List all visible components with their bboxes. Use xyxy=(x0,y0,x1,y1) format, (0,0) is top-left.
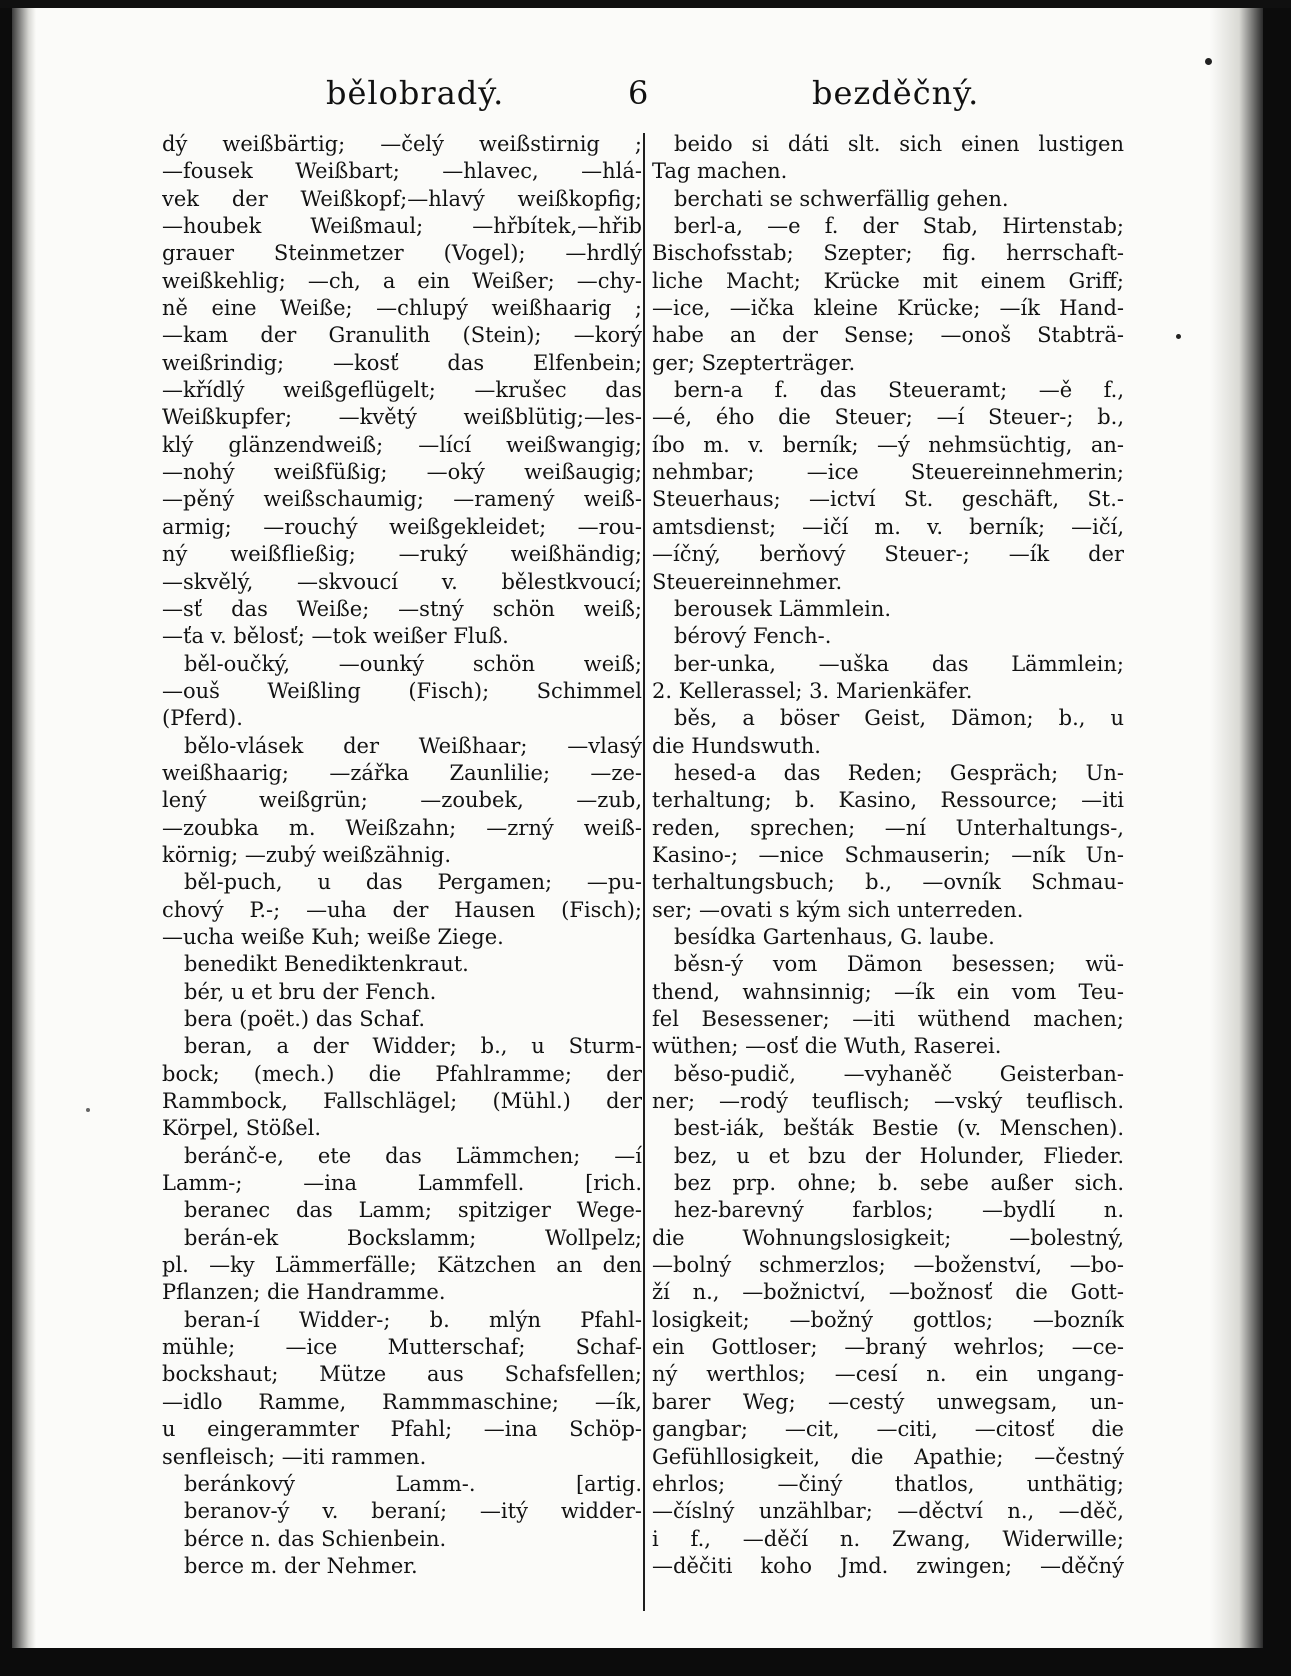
dictionary-line: die Hundswuth. xyxy=(652,733,821,758)
dictionary-line: bérový Fench-. xyxy=(674,624,832,649)
scan-speck xyxy=(1176,334,1181,339)
dictionary-line: berce m. der Nehmer. xyxy=(184,1553,418,1578)
dictionary-line: berousek Lämmlein. xyxy=(674,596,892,621)
dictionary-line: Weißkupfer; —květý weißblütig;—les- xyxy=(162,405,642,430)
dictionary-line: hesed-a das Reden; Gespräch; Un- xyxy=(674,760,1124,785)
dictionary-line: die Wohnungslosigkeit; —bolestný, xyxy=(652,1225,1124,1250)
dictionary-line: íbo m. v. berník; —ý nehmsüchtig, an- xyxy=(652,432,1124,457)
dictionary-line: reden, sprechen; —ní Unterhaltungs-, xyxy=(652,815,1124,840)
dictionary-line: weißhaarig; —zářka Zaunlilie; —ze- xyxy=(162,760,642,785)
dictionary-line: ehrlos; —činý thatlos, unthätig; xyxy=(652,1471,1124,1496)
dictionary-line: dý weißbärtig; —čelý weißstirnig ; xyxy=(162,132,642,156)
dictionary-line: —íčný, berňový Steuer-; —ík der xyxy=(652,542,1124,567)
dictionary-line: beranec das Lamm; spitziger Wege- xyxy=(184,1198,642,1223)
header-first-entry: bělobradý. xyxy=(326,74,505,112)
dictionary-line: beránč-e, ete das Lämmchen; —í xyxy=(184,1143,642,1168)
dictionary-line: grauer Steinmetzer (Vogel); —hrdlý xyxy=(162,241,642,266)
dictionary-line: —děčiti koho Jmd. zwingen; —děčný xyxy=(652,1553,1124,1578)
dictionary-line: Lamm-; —ina Lammfell. [rich. xyxy=(162,1171,642,1196)
scan-speck xyxy=(86,1108,90,1112)
dictionary-line: wüthen; —osť die Wuth, Raserei. xyxy=(652,1034,1002,1059)
dictionary-line: —nohý weißfüßig; —oký weißaugig; xyxy=(162,460,642,485)
dictionary-line: beránkový Lamm-. [artig. xyxy=(184,1471,642,1496)
dictionary-line: beran, a der Widder; b., u Sturm- xyxy=(184,1034,642,1059)
dictionary-line: bockshaut; Mütze aus Schafsfellen; xyxy=(162,1362,642,1387)
scan-border-top xyxy=(0,0,1291,8)
scan-border-right xyxy=(1263,0,1291,1676)
dictionary-line: bez prp. ohne; b. sebe außer sich. xyxy=(674,1171,1124,1196)
dictionary-line: berán-ek Bockslamm; Wollpelz; xyxy=(184,1225,642,1250)
dictionary-line: —skvělý, —skvoucí v. bělestkvoucí; xyxy=(162,569,642,594)
dictionary-line: běl-puch, u das Pergamen; —pu- xyxy=(184,870,642,895)
dictionary-line: i f., —děčí n. Zwang, Widerwille; xyxy=(652,1526,1124,1551)
dictionary-line: —idlo Ramme, Rammmaschine; —ík, xyxy=(162,1389,642,1414)
dictionary-line: vek der Weißkopf;—hlavý weißkopfig; xyxy=(162,186,642,211)
dictionary-line: beran-í Widder-; b. mlýn Pfahl- xyxy=(184,1307,642,1332)
dictionary-line: Kasino-; —nice Schmauserin; —ník Un- xyxy=(652,842,1124,867)
dictionary-line: —ucha weiße Kuh; weiße Ziege. xyxy=(162,924,504,949)
dictionary-line: —číslný unzählbar; —děctví n., —děč, xyxy=(652,1499,1124,1524)
dictionary-line: Pflanzen; die Handramme. xyxy=(162,1280,446,1305)
dictionary-line: běso-pudič, —vyhaněč Geisterban- xyxy=(674,1061,1124,1086)
dictionary-line: terhaltungsbuch; b., —ovník Schmau- xyxy=(652,870,1124,895)
column-divider xyxy=(643,133,645,1611)
dictionary-line: nehmbar; —ice Steuereinnehmerin; xyxy=(652,460,1124,485)
dictionary-line: losigkeit; —božný gottlos; —bozník xyxy=(652,1307,1124,1332)
dictionary-line: berl-a, —e f. der Stab, Hirtenstab; xyxy=(674,214,1124,239)
dictionary-line: —fousek Weißbart; —hlavec, —hlá- xyxy=(162,159,642,184)
dictionary-line: beranov-ý v. beraní; —itý widder- xyxy=(184,1499,642,1524)
dictionary-line: bělo-vlásek der Weißhaar; —vlasý xyxy=(184,733,642,758)
dictionary-line: —ťa v. bělosť; —tok weißer Fluß. xyxy=(162,624,509,649)
page-header xyxy=(130,74,1160,124)
dictionary-line: Steuerhaus; —ictví St. geschäft, St.- xyxy=(652,487,1124,512)
dictionary-line: Gefühllosigkeit, die Apathie; —čestný xyxy=(652,1444,1124,1469)
dictionary-line: weißrindig; —kosť das Elfenbein; xyxy=(162,350,642,375)
dictionary-line: Bischofsstab; Szepter; fig. herrschaft- xyxy=(652,241,1124,266)
dictionary-line: liche Macht; Krücke mit einem Griff; xyxy=(652,268,1124,293)
dictionary-line: ný weißfließig; —ruký weißhändig; xyxy=(162,542,642,567)
dictionary-line: ner; —rodý teuflisch; —vský teuflisch. xyxy=(652,1089,1124,1114)
dictionary-line: běs, a böser Geist, Dämon; b., u xyxy=(674,706,1124,731)
dictionary-line: fel Besessener; —iti wüthend machen; xyxy=(652,1007,1124,1031)
scan-border-left xyxy=(0,0,12,1676)
dictionary-line: bez, u et bzu der Holunder, Flieder. xyxy=(674,1143,1124,1168)
dictionary-line: běl-oučký, —ounký schön weiß; xyxy=(184,651,642,676)
scan-speck xyxy=(1205,58,1212,65)
dictionary-line: terhaltung; b. Kasino, Ressource; —iti xyxy=(652,788,1124,813)
dictionary-line: ber-unka, —uška das Lämmlein; xyxy=(674,651,1124,676)
dictionary-line: —pěný weißschaumig; —ramený weiß- xyxy=(162,487,642,512)
dictionary-line: pl. —ky Lämmerfälle; Kätzchen an den xyxy=(162,1253,642,1278)
dictionary-line: —zoubka m. Weißzahn; —zrný weiß- xyxy=(162,815,642,840)
dictionary-line: armig; —rouchý weißgekleidet; —rou- xyxy=(162,514,642,539)
dictionary-line: —houbek Weißmaul; —hřbítek,—hřib xyxy=(162,214,642,239)
dictionary-line: (Pferd). xyxy=(162,706,243,731)
dictionary-line: —é, ého die Steuer; —í Steuer-; b., xyxy=(652,405,1124,430)
dictionary-line: senfleisch; —iti rammen. xyxy=(162,1444,427,1469)
left-column xyxy=(162,131,642,1580)
dictionary-line: lený weißgrün; —zoubek, —zub, xyxy=(162,788,642,813)
dictionary-line: ser; —ovati s kým sich unterreden. xyxy=(652,897,1024,922)
dictionary-line: —sť das Weiße; —stný schön weiß; xyxy=(162,596,642,621)
dictionary-line: ně eine Weiße; —chlupý weißhaarig ; xyxy=(162,296,642,321)
dictionary-line: barer Weg; —cestý unwegsam, un- xyxy=(652,1389,1124,1414)
dictionary-line: gangbar; —cit, —citi, —citosť die xyxy=(652,1417,1124,1442)
dictionary-line: bern-a f. das Steueramt; —ě f., xyxy=(674,378,1124,403)
dictionary-line: amtsdienst; —ičí m. v. berník; —ičí, xyxy=(652,514,1124,539)
dictionary-line: běsn-ý vom Dämon besessen; wü- xyxy=(674,952,1124,977)
dictionary-line: bera (poët.) das Schaf. xyxy=(184,1007,426,1031)
dictionary-line: klý glänzendweiß; —lící weißwangig; xyxy=(162,432,642,457)
dictionary-line: Rammbock, Fallschlägel; (Mühl.) der xyxy=(162,1089,642,1114)
dictionary-line: bérce n. das Schienbein. xyxy=(184,1526,447,1551)
dictionary-line: besídka Gartenhaus, G. laube. xyxy=(674,924,995,949)
dictionary-line: ger; Szepterträger. xyxy=(652,350,856,375)
dictionary-line: mühle; —ice Mutterschaf; Schaf- xyxy=(162,1335,642,1360)
dictionary-line: Steuereinnehmer. xyxy=(652,569,843,594)
dictionary-line: ží n., —božnictví, —božnosť die Gott- xyxy=(652,1280,1124,1305)
dictionary-line: —kam der Granulith (Stein); —korý xyxy=(162,323,642,348)
dictionary-line: ný werthlos; —cesí n. ein ungang- xyxy=(652,1362,1124,1387)
page-shadow-left xyxy=(12,0,36,1676)
dictionary-line: —křídlý weißgeflügelt; —krušec das xyxy=(162,378,642,403)
dictionary-line: berchati se schwerfällig gehen. xyxy=(674,186,1009,211)
dictionary-line: thend, wahnsinnig; —ík ein vom Teu- xyxy=(652,979,1124,1004)
dictionary-line: habe an der Sense; —onoš Stabträ- xyxy=(652,323,1124,348)
dictionary-line: körnig; —zubý weißzähnig. xyxy=(162,842,452,867)
page-shadow-right xyxy=(1210,0,1263,1676)
dictionary-line: u eingerammter Pfahl; —ina Schöp- xyxy=(162,1417,642,1442)
dictionary-line: beido si dáti slt. sich einen lustigen xyxy=(674,132,1124,156)
page-number: 6 xyxy=(628,74,650,112)
dictionary-line: 2. Kellerassel; 3. Marienkäfer. xyxy=(652,678,973,703)
scan-border-bottom xyxy=(0,1648,1291,1676)
dictionary-line: bér, u et bru der Fench. xyxy=(184,979,437,1004)
dictionary-line: —ice, —ička kleine Krücke; —ík Hand- xyxy=(652,296,1124,321)
dictionary-line: benedikt Benediktenkraut. xyxy=(184,952,469,977)
header-last-entry: bezděčný. xyxy=(812,74,980,112)
dictionary-line: Tag machen. xyxy=(652,159,788,184)
right-column xyxy=(652,131,1124,1580)
dictionary-line: weißkehlig; —ch, a ein Weißer; —chy- xyxy=(162,268,642,293)
dictionary-line: chový P.-; —uha der Hausen (Fisch); xyxy=(162,897,642,922)
dictionary-line: —ouš Weißling (Fisch); Schimmel xyxy=(162,678,642,703)
dictionary-line: —bolný schmerzlos; —boženství, —bo- xyxy=(652,1253,1124,1278)
dictionary-line: bock; (mech.) die Pfahlramme; der xyxy=(162,1061,642,1086)
dictionary-line: hez-barevný farblos; —bydlí n. xyxy=(674,1198,1124,1223)
dictionary-line: ein Gottloser; —braný wehrlos; —ce- xyxy=(652,1335,1124,1360)
dictionary-line: best-iák, bešták Bestie (v. Menschen). xyxy=(674,1116,1124,1141)
dictionary-line: Körpel, Stößel. xyxy=(162,1116,322,1141)
